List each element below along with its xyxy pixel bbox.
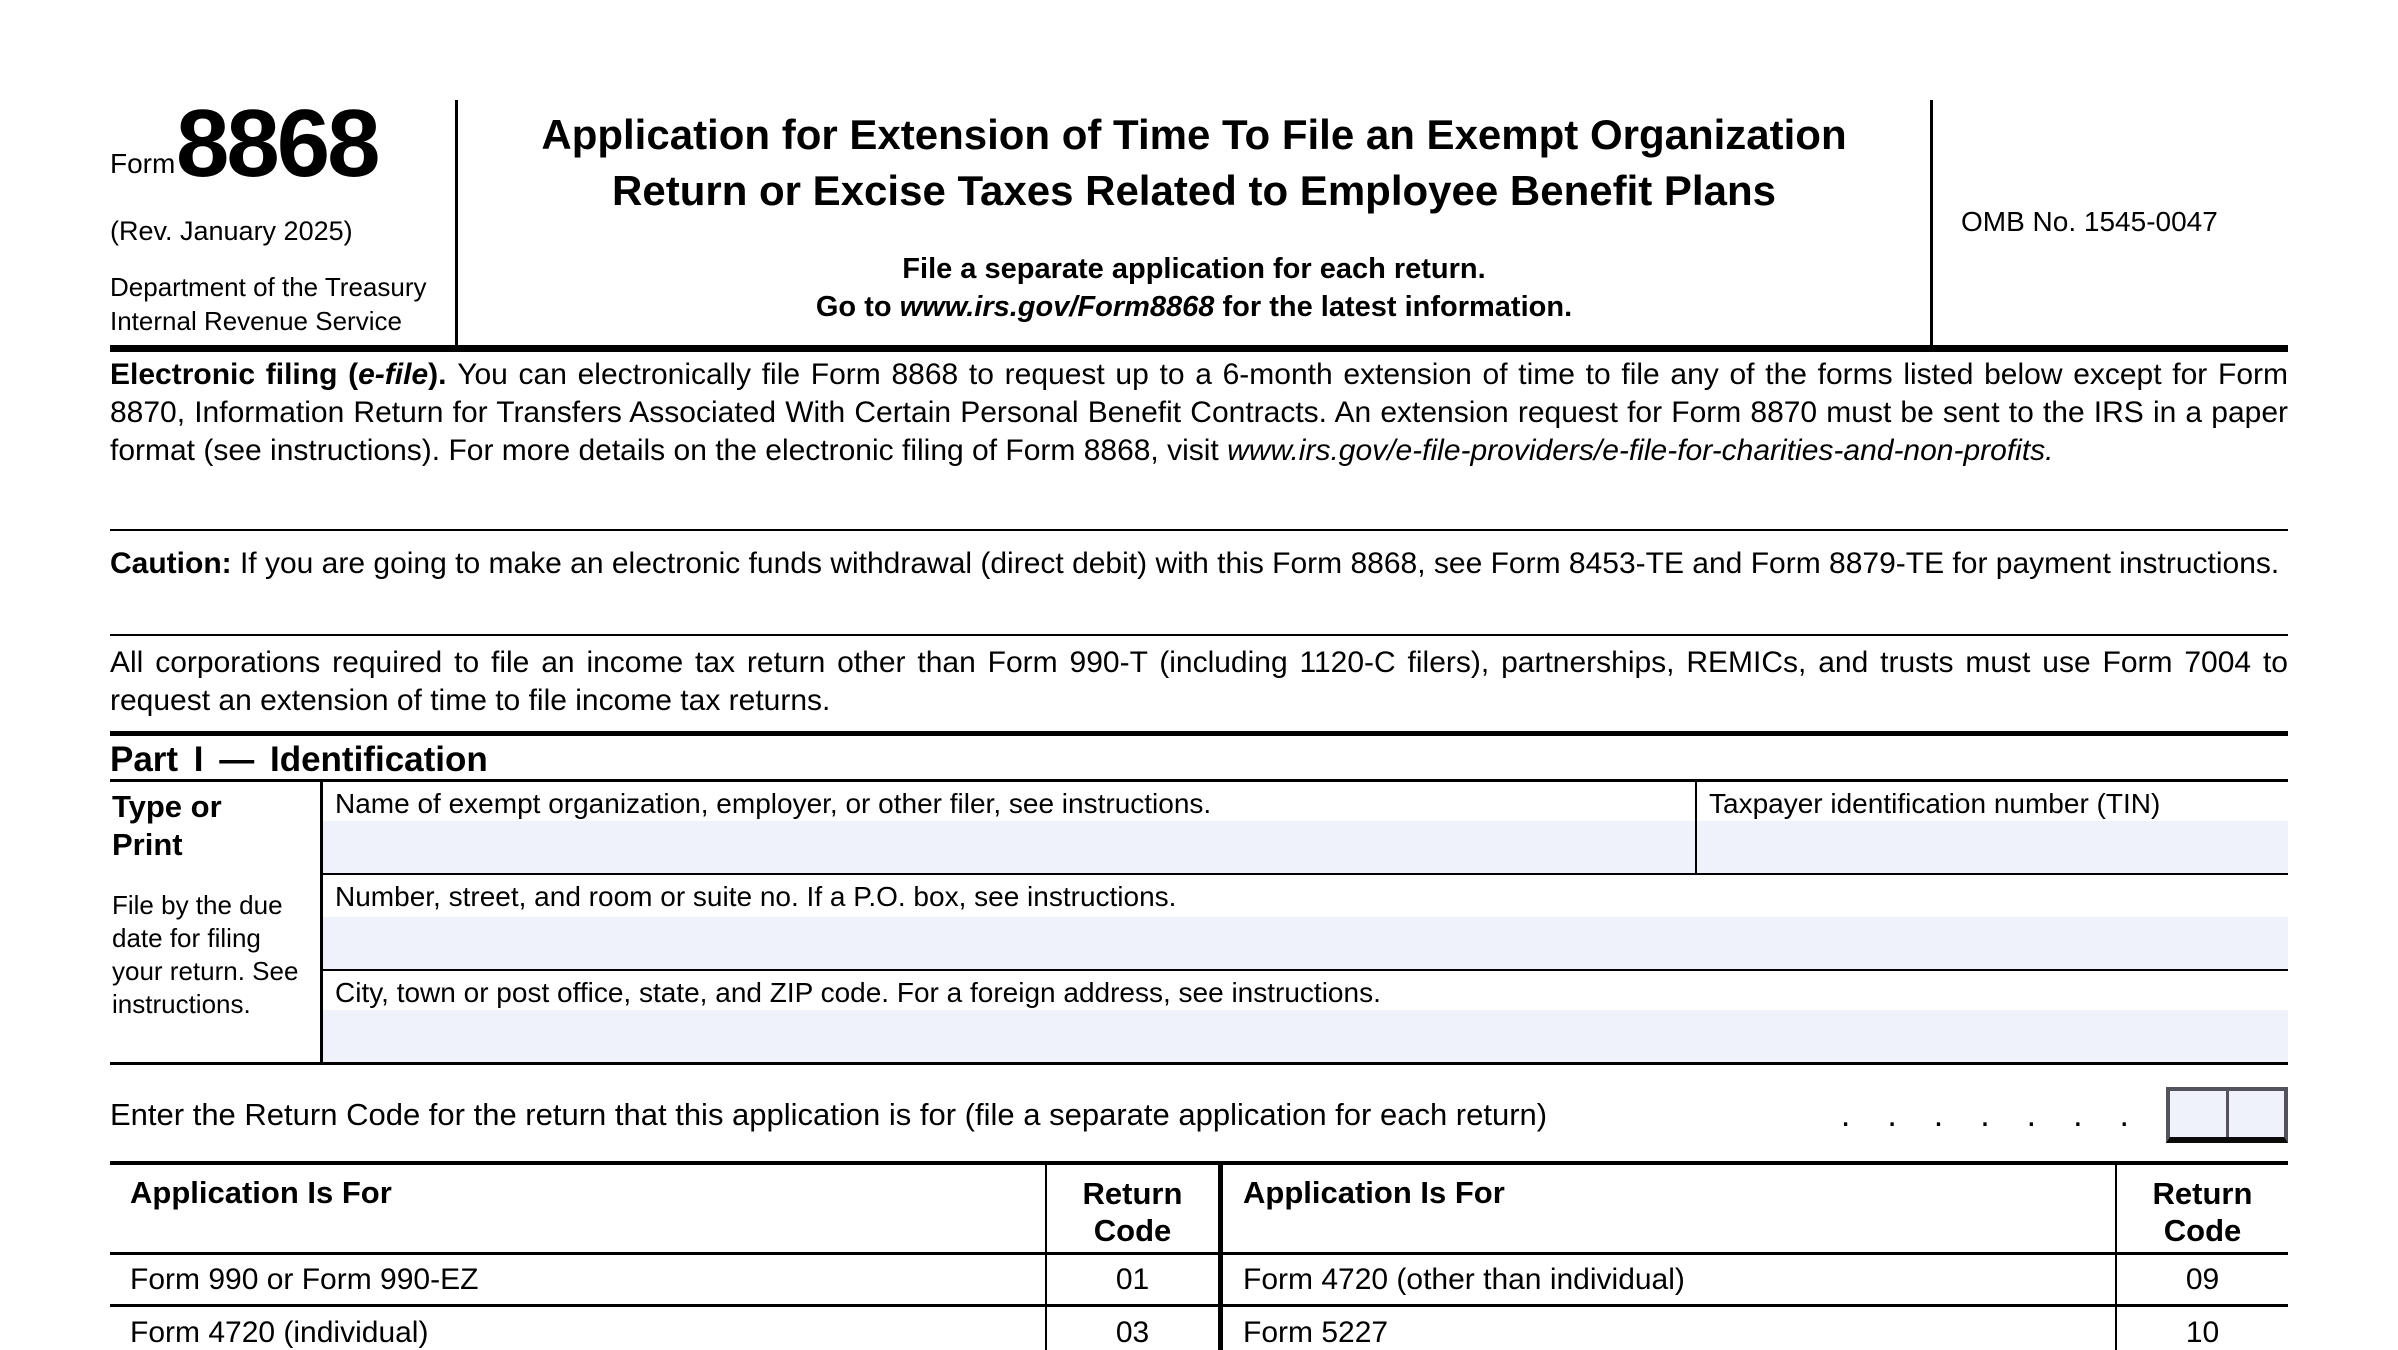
street-field	[323, 875, 2288, 969]
right-return-code-header-line-1: Return	[2152, 1176, 2253, 1211]
right-return-code-header	[2115, 1165, 2288, 1255]
city-field-input[interactable]	[323, 1010, 2288, 1062]
tin-field-label: Taxpayer identification number (TIN)	[1709, 788, 2161, 819]
left-application-header: Application Is For	[110, 1165, 1045, 1255]
goto-prefix: Go to	[815, 291, 900, 323]
table-cell-code: 01	[1045, 1255, 1218, 1307]
corporations-paragraph: All corporations required to file an income tax return other than Form 990-T (including 1120-C filers), partnerships, REMICs, and trusts must use Form 7004 to request an extension of time to file income tax returns.	[110, 646, 2288, 717]
dot-leader: .......	[1840, 1095, 2166, 1134]
efile-lead: Electronic filing (	[110, 358, 359, 391]
left-return-code-header-line-1: Return	[1082, 1176, 1183, 1211]
table-cell-application: Form 4720 (other than individual)	[1218, 1255, 2115, 1307]
street-field-input[interactable]	[323, 917, 2288, 969]
city-field-label: City, town or post office, state, and ZIP code. For a foreign address, see instructions.	[335, 977, 1381, 1008]
table-cell-application: Form 5227	[1218, 1307, 2115, 1350]
form-number: 8868	[176, 90, 378, 197]
table-cell-application: Form 4720 (individual)	[130, 1316, 429, 1349]
efile-paragraph	[110, 356, 2288, 470]
efile-word: e-file	[358, 358, 429, 391]
form-title-block	[458, 100, 1930, 345]
left-return-code-header-line-2: Code	[1093, 1213, 1172, 1248]
agency-line-1: Department of the Treasury	[110, 272, 427, 302]
rule-after-caution	[110, 634, 2288, 636]
form-label: Form	[110, 148, 176, 179]
tin-field-input[interactable]	[1697, 821, 2288, 873]
form-title-line-1: Application for Extension of Time To File an Exempt Organization	[541, 111, 1847, 158]
name-field-label: Name of exempt organization, employer, or other filer, see instructions.	[335, 788, 1212, 819]
file-separate-note: File a separate application for each return.	[902, 253, 1486, 285]
name-field-input[interactable]	[323, 821, 1695, 873]
efile-lead-close: ).	[428, 358, 458, 391]
return-code-row	[110, 1086, 2288, 1144]
type-or-print-line-2: Print	[112, 827, 183, 862]
return-code-cell-2[interactable]	[2229, 1091, 2285, 1137]
goto-suffix: for the latest information.	[1214, 291, 1573, 323]
return-code-box	[2166, 1087, 2288, 1143]
identification-section	[110, 782, 2288, 1065]
return-code-instruction: Enter the Return Code for the return that this application is for (file a separate application for each return)	[110, 1097, 1548, 1132]
part1-rule-top	[110, 731, 2288, 736]
street-field-label: Number, street, and room or suite no. If a P.O. box, see instructions.	[335, 881, 1177, 912]
type-or-print-cell	[110, 782, 323, 1062]
omb-number: OMB No. 1545-0047	[1961, 206, 2218, 237]
form-header	[110, 90, 2288, 352]
type-or-print-line-1: Type or	[112, 789, 222, 824]
return-code-table	[110, 1161, 2288, 1350]
street-row	[323, 875, 2288, 971]
omb-block	[1933, 100, 2288, 345]
table-cell-code: 10	[2115, 1307, 2288, 1350]
type-or-print-label	[110, 782, 320, 864]
agency-name	[110, 270, 426, 338]
caution-label: Caution:	[110, 547, 232, 580]
city-row	[323, 971, 2288, 1062]
form-title-line-2: Return or Excise Taxes Related to Employee Benefit Plans	[612, 167, 1776, 214]
caution-paragraph	[110, 545, 2288, 583]
right-return-code-header-line-2: Code	[2163, 1213, 2242, 1248]
name-field	[323, 782, 1697, 873]
form-id-block	[110, 90, 450, 345]
return-code-cell-1[interactable]	[2170, 1091, 2226, 1137]
name-tin-row	[323, 782, 2288, 875]
left-return-code-header	[1045, 1165, 1218, 1255]
city-field	[323, 971, 2288, 1062]
tin-field	[1697, 782, 2288, 873]
efile-url: www.irs.gov/e-file-providers/e-file-for-charities-and-non-profits.	[1227, 434, 2054, 467]
right-application-header: Application Is For	[1218, 1165, 2115, 1255]
agency-line-2: Internal Revenue Service	[110, 306, 402, 336]
part1-heading: Part I — Identification	[110, 740, 488, 779]
table-cell-code: 03	[1045, 1307, 1218, 1350]
file-by-note: File by the due date for filing your return. See instructions.	[112, 890, 299, 1019]
table-cell-application: Form 990 or Form 990-EZ	[110, 1255, 1045, 1307]
revision-label: (Rev. January 2025)	[110, 216, 353, 246]
rule-after-efile	[110, 529, 2288, 531]
goto-note	[458, 291, 1930, 324]
irs-form-url: www.irs.gov/Form8868	[899, 291, 1215, 323]
table-cell-code: 09	[2115, 1255, 2288, 1307]
efile-body: You can electronically file Form 8868 to request up to a 6-month extension of time to file any of the forms listed below except for Form 8870, Information Return for Transfers Associated With Certain Personal Benefit Contracts. An extension request for Form 8870 must be sent to the IRS in a paper format (see instructions). For more details on the electronic filing of Form 8868, visit	[110, 358, 2288, 467]
caution-body: If you are going to make an electronic funds withdrawal (direct debit) with this Form 8868, see Form 8453-TE and Form 8879-TE for payment instructions.	[231, 547, 2280, 580]
